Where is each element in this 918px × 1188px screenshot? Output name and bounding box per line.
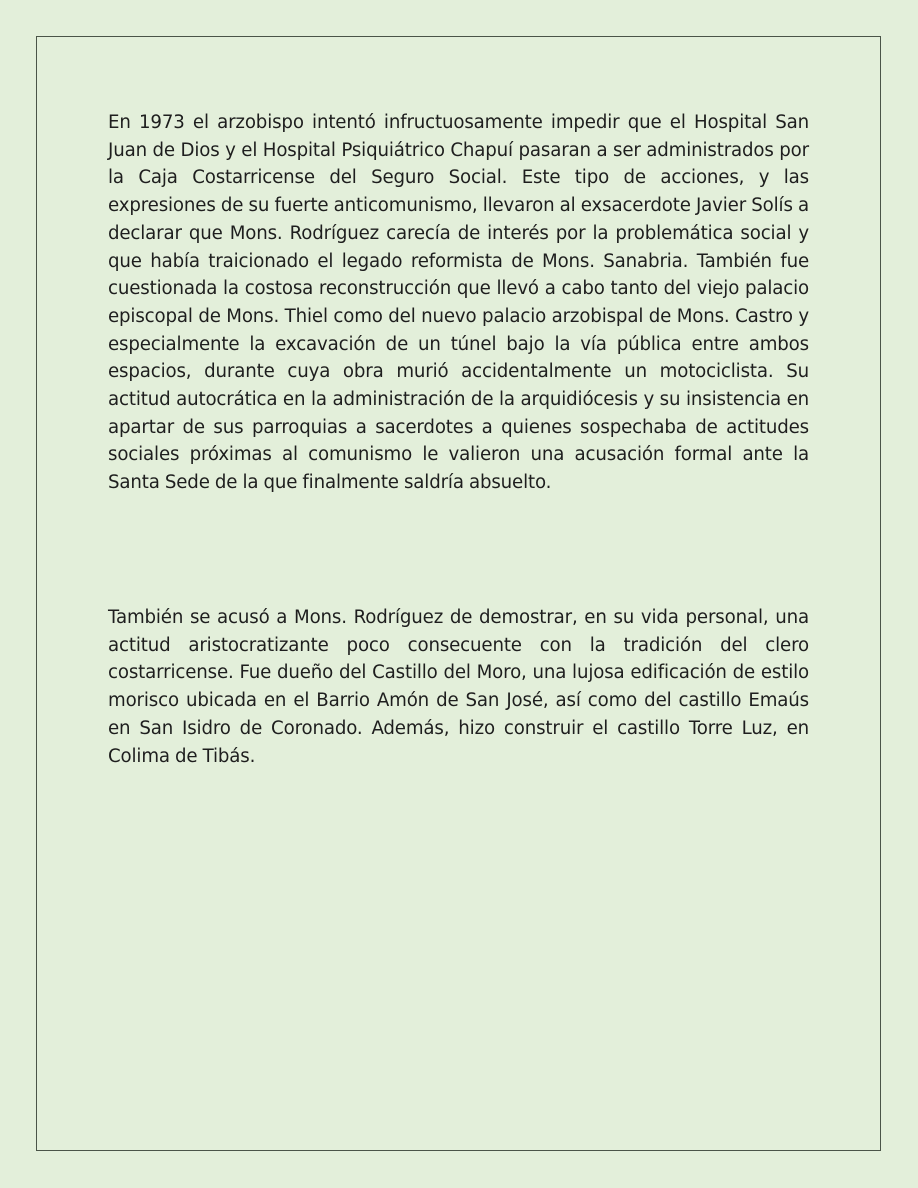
paragraph-1: En 1973 el arzobispo intentó infructuosamente impedir que el Hospital San Juan de Dios y el Hospital Psiquiátrico Chapuí pasaran a ser administrados por la Caja Costarricense del Seguro Social. Este tipo de acciones, y las expresiones de su fuerte anticomunismo, llevaron al exsacerdote Javier Solís a declarar que Mons. Rodríguez carecía de interés por la problemática social y que había traicionado el legado reformista de Mons. Sanabria. También fue cuestionada la costosa reconstrucción que llevó a cabo tanto del viejo palacio episcopal de Mons. Thiel como del nuevo palacio arzobispal de Mons. Castro y especialmente la excavación de un túnel bajo la vía pública entre ambos espacios, durante cuya obra murió accidentalmente un motociclista. Su actitud autocrática en la administración de la arquidiócesis y su insistencia en apartar de sus parroquias a sacerdotes a quienes sospechaba de actitudes sociales próximas al comunismo le valieron una acusación formal ante la Santa Sede de la que finalmente saldría absuelto.: [108, 112, 809, 494]
paragraph-2: También se acusó a Mons. Rodríguez de demostrar, en su vida personal, una actitud aristocratizante poco consecuente con la tradición del clero costarricense. Fue dueño del Castillo del Moro, una lujosa edificación de estilo morisco ubicada en el Barrio Amón de San José, así como del castillo Emaús en San Isidro de Coronado. Además, hizo construir el castillo Torre Luz, en Colima de Tibás.: [108, 607, 809, 767]
